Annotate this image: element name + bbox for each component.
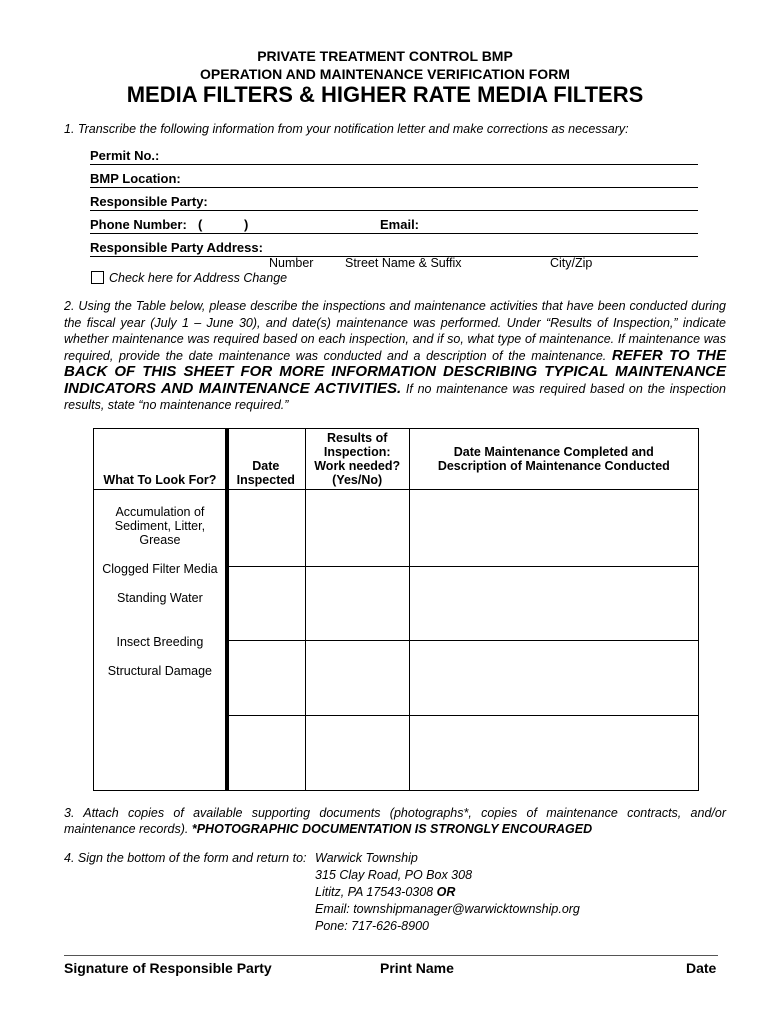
address-line-3-text: Lititz, PA 17543-0308 [315,885,437,899]
header-results-l2: Inspection: [323,445,391,459]
date-label: Date [686,960,717,976]
header-maint-l2: Description of Maintenance Conducted [437,459,670,473]
section2-text-a: 2. Using the Table below, please describe the inspections and maintenance activities that have been conducted during the fiscal year (July 1 – June 30), and date(s) maintenance was performed. Under “Results of Inspection,” indicate whether maintenance was required based on each inspection, and if so, what type of maintenance. If maintenance was required, provide the date maintenance was conducted and a description of the maintenance. [64,299,726,363]
address-change-checkbox[interactable] [91,271,104,284]
header-results-l3: Work needed? [314,459,401,473]
address-field[interactable] [90,238,698,257]
address-email: Email: townshipmanager@warwicktownship.org [315,902,580,916]
maint-cell-4[interactable] [409,716,698,791]
bmp-location-label: BMP Location: [90,171,181,186]
item-accumulation [94,505,226,547]
section2-bold-reference: REFER TO THE BACK OF THIS SHEET FOR MORE INFORMATION DESCRIBING TYPICAL MAINTENANCE INDICATORS AND MAINTENANCE ACTIVITIES. [64,346,726,397]
header-what-to-look-for [94,429,227,490]
date-cell-4[interactable] [226,716,305,791]
date-cell-3[interactable] [226,641,305,716]
maint-cell-3[interactable] [409,641,698,716]
header-results-l1: Results of [326,431,388,445]
item-standing: Standing Water [117,591,203,605]
address-change-label: Check here for Address Change [109,271,288,285]
section3-main: 3. Attach copies of available supporting documents (photographs*, copies of maintenance contracts, and/or maintenance records). [64,806,726,836]
maint-cell-1[interactable] [409,490,698,567]
results-cell-2[interactable] [305,567,409,641]
item-structural: Structural Damage [107,664,213,678]
section3-bold: *PHOTOGRAPHIC DOCUMENTATION IS STRONGLY ENCOURAGED [191,822,593,836]
form-title: MEDIA FILTERS & HIGHER RATE MEDIA FILTERS [126,82,644,107]
header-maintenance [409,429,698,490]
address-line-1: Warwick Township [315,851,418,865]
address-phone: Pone: 717-626-8900 [315,919,429,933]
address-label: Responsible Party Address: [90,240,263,255]
item-insect: Insect Breeding [116,635,204,649]
permit-number-field[interactable] [90,146,698,165]
date-cell-1[interactable] [226,490,305,567]
header-date-l1: Date [252,459,280,473]
item-accum-l2: Sediment, Litter, [114,519,206,533]
address-line-2: 315 Clay Road, PO Box 308 [315,868,473,882]
maint-cell-2[interactable] [409,567,698,641]
header-results-l4: (Yes/No) [332,473,383,487]
section4-text: 4. Sign the bottom of the form and return to: [64,851,307,865]
bmp-location-field[interactable] [90,169,698,188]
item-clogged: Clogged Filter Media [102,562,218,576]
results-cell-1[interactable] [305,490,409,567]
address-sub-city: City/Zip [550,256,593,270]
address-line-3 [315,885,455,899]
inspection-table [93,428,699,791]
responsible-party-label: Responsible Party: [90,194,208,209]
header-date-l2: Inspected [236,473,295,487]
date-cell-2[interactable] [226,567,305,641]
phone-close-paren: ) [244,217,249,232]
header-what-text: What To Look For? [103,473,217,487]
address-sub-number: Number [269,256,314,270]
responsible-party-field[interactable] [90,192,698,211]
results-cell-3[interactable] [305,641,409,716]
phone-open-paren: ( [198,217,203,232]
section2-instructions [64,298,726,414]
table-thick-divider [225,428,229,790]
header-maint-l1: Date Maintenance Completed and [453,445,654,459]
signature-label: Signature of Responsible Party [64,960,272,976]
items-cell [94,490,227,791]
item-accum-l1: Accumulation of [115,505,205,519]
form-subtitle-line1: PRIVATE TREATMENT CONTROL BMP [257,48,513,64]
header-results [305,429,409,490]
permit-number-label: Permit No.: [90,148,160,163]
phone-email-field[interactable] [90,215,698,234]
address-or: OR [436,885,456,899]
item-accum-l3: Grease [139,533,181,547]
section3-text [64,805,726,837]
address-sub-street: Street Name & Suffix [345,256,462,270]
phone-label: Phone Number: [90,217,187,232]
section2-text-b: If no maintenance was required based on the inspection results, state “no maintenance required.” [64,381,726,412]
section1-instruction: 1. Transcribe the following information from your notification letter and make corrections as necessary: [64,122,629,136]
form-subtitle-line2: OPERATION AND MAINTENANCE VERIFICATION FORM [200,66,570,82]
email-label: Email: [380,217,420,232]
header-date-inspected [226,429,305,490]
results-cell-4[interactable] [305,716,409,791]
signature-line[interactable] [64,955,718,956]
print-name-label: Print Name [380,960,454,976]
